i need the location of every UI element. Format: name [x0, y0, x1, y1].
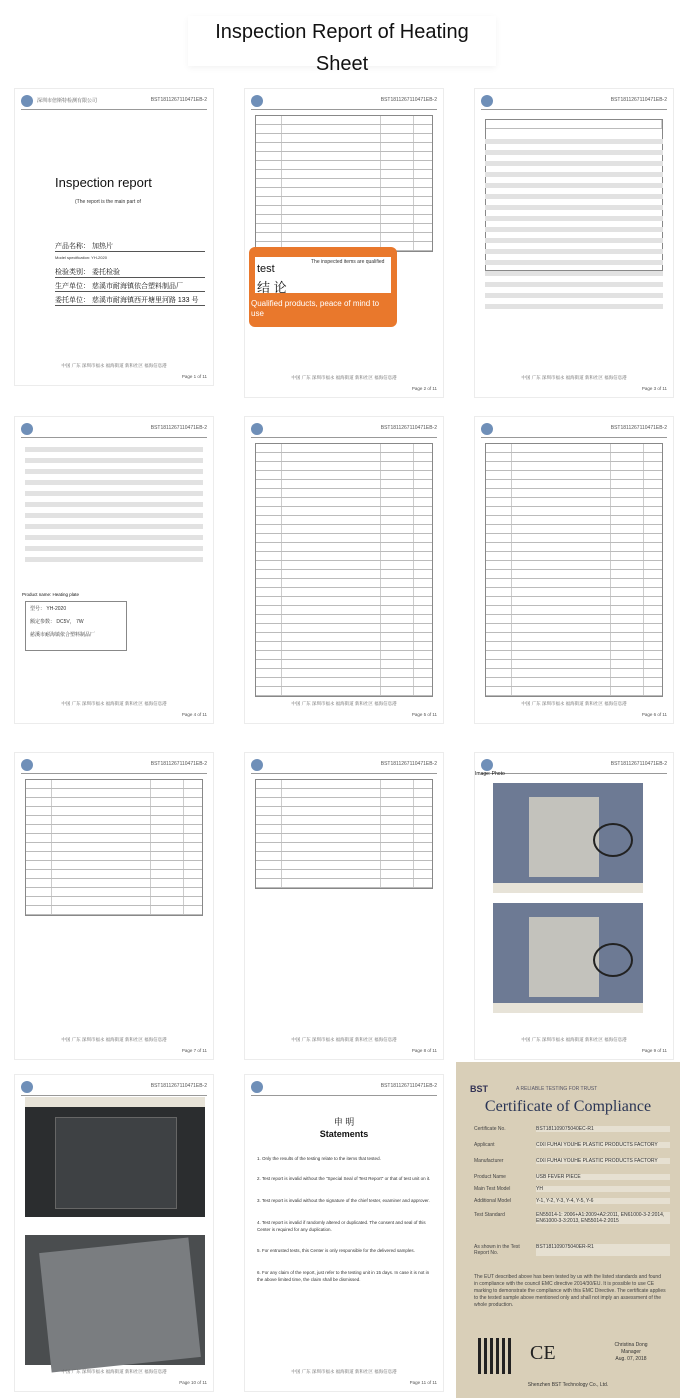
statement-item: 2. Test report is invalid without the "Special Seal of Test Report" or that of test unit on it. — [257, 1176, 431, 1181]
report-number: BST1811267110471EB-2 — [610, 97, 667, 103]
cert-row: Additional Model Y-1, Y-2, Y-3, Y-4, Y-5, Y-6 — [474, 1198, 670, 1204]
page-title: Inspection Report of Heating Sheet — [188, 16, 496, 66]
qualified-overlay — [249, 247, 397, 327]
page-header — [21, 1081, 207, 1096]
statement-item: 1. Only the results of the testing relate to the items that tested. — [257, 1156, 381, 1161]
page-number: Page 3 of 11 — [641, 386, 667, 391]
report-page-6 — [474, 416, 674, 724]
page-number: Page 1 of 11 — [181, 374, 207, 379]
statement-item: 5. For entrusted tests, this Center is only responsible for the delivered samples. — [257, 1248, 415, 1253]
report-page-3 — [474, 88, 674, 398]
page-number: Page 9 of 11 — [641, 1048, 667, 1053]
report-number: BST1811267110471EB-2 — [380, 97, 437, 103]
cert-row: Applicant CIXI FUHAI YOUHE PLASTIC PRODUCTS FACTORY — [474, 1142, 670, 1148]
cert-row: Certificate No. BST181109075040EC-R1 — [474, 1126, 670, 1132]
report-page-9 — [474, 752, 674, 1060]
report-page-8 — [244, 752, 444, 1060]
cert-title: Certificate of Compliance — [484, 1098, 652, 1115]
page-header — [21, 95, 207, 110]
signer-name: Christina Dong — [614, 1342, 648, 1348]
page-footer: 中国 广东 深圳市福永 福海街道 新和社区 福海信息港 Page 1 of 11 — [61, 363, 207, 379]
cover-subtitle: (The report is the main part of — [75, 199, 141, 205]
page-header — [251, 95, 437, 110]
cover-row: 检验类别： 委托检验 — [55, 267, 205, 278]
page-header — [251, 1081, 437, 1096]
cert-date: Aug. 07, 2018 — [615, 1356, 647, 1362]
lab-name: 深圳市倍斯特检测有限公司 — [37, 98, 98, 104]
lab-logo-icon — [21, 423, 33, 435]
info-table — [255, 115, 433, 252]
page-header — [21, 759, 207, 774]
report-page-7 — [14, 752, 214, 1060]
cover-title: Inspection report — [55, 175, 152, 190]
page-number: Page 10 of 11 — [179, 1380, 207, 1385]
overlay-test: test — [257, 263, 275, 275]
page-footer: 中国 广东 深圳市福永 福海街道 新和社区 福海信息港 Page 4 of 11 — [61, 701, 207, 717]
qr-code-icon — [478, 1338, 514, 1374]
test-table — [255, 443, 433, 697]
page-header — [251, 423, 437, 438]
cert-tagline: A RELIABLE TESTING FOR TRUST — [516, 1086, 598, 1092]
page-number: Page 2 of 11 — [411, 386, 437, 391]
cert-row: Main Test Model YH — [474, 1186, 670, 1192]
cover-row: 委托单位： 慈溪市耐海镇西开塘里河路 133 号 — [55, 295, 205, 306]
page-number: Page 8 of 11 — [411, 1048, 437, 1053]
report-page-11 — [244, 1074, 444, 1392]
product-label: Product name: Heating plate 型号： YH-2020 额定参数： DC5V， 7W 慈溪市耐海镇依合塑料制品厂 — [25, 601, 127, 651]
photo-label: Image: Photo — [475, 771, 505, 777]
test-table — [485, 443, 663, 697]
lab-logo-icon — [481, 423, 493, 435]
page-footer: 中国 广东 深圳市福永 福海街道 新和社区 福海信息港 Page 5 of 11 — [291, 701, 437, 717]
report-number: BST1811267110471EB-2 — [150, 97, 207, 103]
cert-brand: BST — [470, 1084, 488, 1094]
page-header — [21, 423, 207, 438]
report-number: BST1811267110471EB-2 — [610, 761, 667, 767]
report-number: BST1811267110471EB-2 — [150, 425, 207, 431]
page-footer: 中国 广东 深圳市福永 福海街道 新和社区 福海信息港 Page 6 of 11 — [521, 701, 667, 717]
cert-company: Shenzhen BST Technology Co., Ltd. — [527, 1382, 609, 1388]
internal-photo — [25, 1097, 205, 1217]
page-number: Page 7 of 11 — [181, 1048, 207, 1053]
page-number: Page 6 of 11 — [641, 712, 667, 717]
report-number: BST1811267110471EB-2 — [380, 425, 437, 431]
report-page-1 — [14, 88, 214, 386]
overlay-conclusion: 结 论 — [257, 280, 287, 295]
signer-title: Manager — [621, 1349, 641, 1355]
test-table — [255, 779, 433, 889]
statement-item: 6. For any claim of the report, just refer to the testing unit in 15 days. In case it is not in the above limited time, the claim shall be dismissed. — [257, 1270, 430, 1282]
report-page-5 — [244, 416, 444, 724]
cert-row: Product Name USB FEVER PIECE — [474, 1174, 670, 1180]
cert-row: Manufacturer CIXI FUHAI YOUHE PLASTIC PRODUCTS FACTORY — [474, 1158, 670, 1164]
page-header — [251, 759, 437, 774]
page-footer: 中国 广东 深圳市福永 福海街道 新和社区 福海信息港 Page 7 of 11 — [61, 1037, 207, 1053]
page-header — [481, 759, 667, 774]
report-number: BST1811267110471EB-2 — [150, 1083, 207, 1089]
page-number: Page 4 of 11 — [181, 712, 207, 717]
statement-item: 4. Test report is invalid if randomly altered or duplicated. The consent and seal of this Center is required for any duplication. — [257, 1220, 426, 1232]
page-number: Page 11 of 11 — [409, 1380, 437, 1385]
lab-logo-icon — [251, 95, 263, 107]
label-title: Product name: Heating plate — [22, 592, 80, 597]
signature-block — [596, 1342, 666, 1363]
cert-row: Test Standard EN55014-1: 2006+A1:2009+A2:2011, EN61000-3-2:2014, EN61000-3-3:2013, EN55014-2:2015 — [474, 1212, 670, 1224]
page-footer: 中国 广东 深圳市福永 福海街道 新和社区 福海信息港 Page 3 of 11 — [521, 375, 667, 391]
cover-row: 生产单位： 慈溪市耐海镇依合塑料制品厂 — [55, 281, 205, 292]
overlay-note: The inspected items are qualified — [311, 259, 385, 265]
statements-title: Statements — [319, 1129, 369, 1139]
lab-logo-icon — [21, 759, 33, 771]
report-number: BST1811267110471EB-2 — [150, 761, 207, 767]
statements-title-cn: 申 明 — [333, 1117, 355, 1127]
cover-model: Model specification: YH-2020 — [55, 255, 107, 260]
page-footer: 中国 广东 深圳市福永 福海街道 新和社区 福海信息港 Page 11 of 11 — [291, 1369, 437, 1385]
page-header — [481, 95, 667, 110]
lab-logo-icon — [481, 95, 493, 107]
statement-item: 3. Test report is invalid without the signature of the chief tester, examiner and approver. — [257, 1198, 430, 1203]
ce-mark: CE — [530, 1342, 556, 1364]
page-footer: 中国 广东 深圳市福永 福海街道 新和社区 福海信息港 Page 2 of 11 — [291, 375, 437, 391]
page-footer: 中国 广东 深圳市福永 福海街道 新和社区 福海信息港 Page 8 of 11 — [291, 1037, 437, 1053]
lab-logo-icon — [21, 1081, 33, 1093]
report-number: BST1811267110471EB-2 — [610, 425, 667, 431]
product-photo — [493, 783, 643, 893]
report-page-10 — [14, 1074, 214, 1392]
report-number: BST1811267110471EB-2 — [380, 761, 437, 767]
report-number: BST1811267110471EB-2 — [380, 1083, 437, 1089]
page-footer: 中国 广东 深圳市福永 福海街道 新和社区 福海信息港 Page 9 of 11 — [521, 1037, 667, 1053]
test-table — [25, 779, 203, 916]
cert-row: As shown in the Test Report No. BST181109075040ER-R1 — [474, 1244, 670, 1256]
lab-logo-icon — [251, 759, 263, 771]
lab-logo-icon — [251, 423, 263, 435]
lab-logo-icon — [481, 759, 493, 771]
overlay-qualified-text: Qualified products, peace of mind to use — [251, 299, 380, 318]
report-page-2 — [244, 88, 444, 398]
lab-logo-icon — [251, 1081, 263, 1093]
product-photo — [493, 903, 643, 1013]
page-number: Page 5 of 11 — [411, 712, 437, 717]
lab-logo-icon — [21, 95, 33, 107]
page-header — [481, 423, 667, 438]
page-footer: 中国 广东 深圳市福永 福海街道 新和社区 福海信息港 Page 10 of 11 — [61, 1369, 207, 1385]
cover-row: 产品名称： 加热片 — [55, 241, 205, 252]
cert-paragraph: The EUT described above has been tested by us with the listed standards and found in compliance with the council EMC directive 2014/30/EU. It is possible to use CE marking to demonstrate the compliance with this EMC Directive. The certificate applies to the tested sample above mentioned only and shall not imply an assessment of the whole production. — [474, 1274, 666, 1308]
certificate-of-compliance — [456, 1062, 680, 1398]
report-page-4 — [14, 416, 214, 724]
internal-photo — [25, 1235, 205, 1365]
